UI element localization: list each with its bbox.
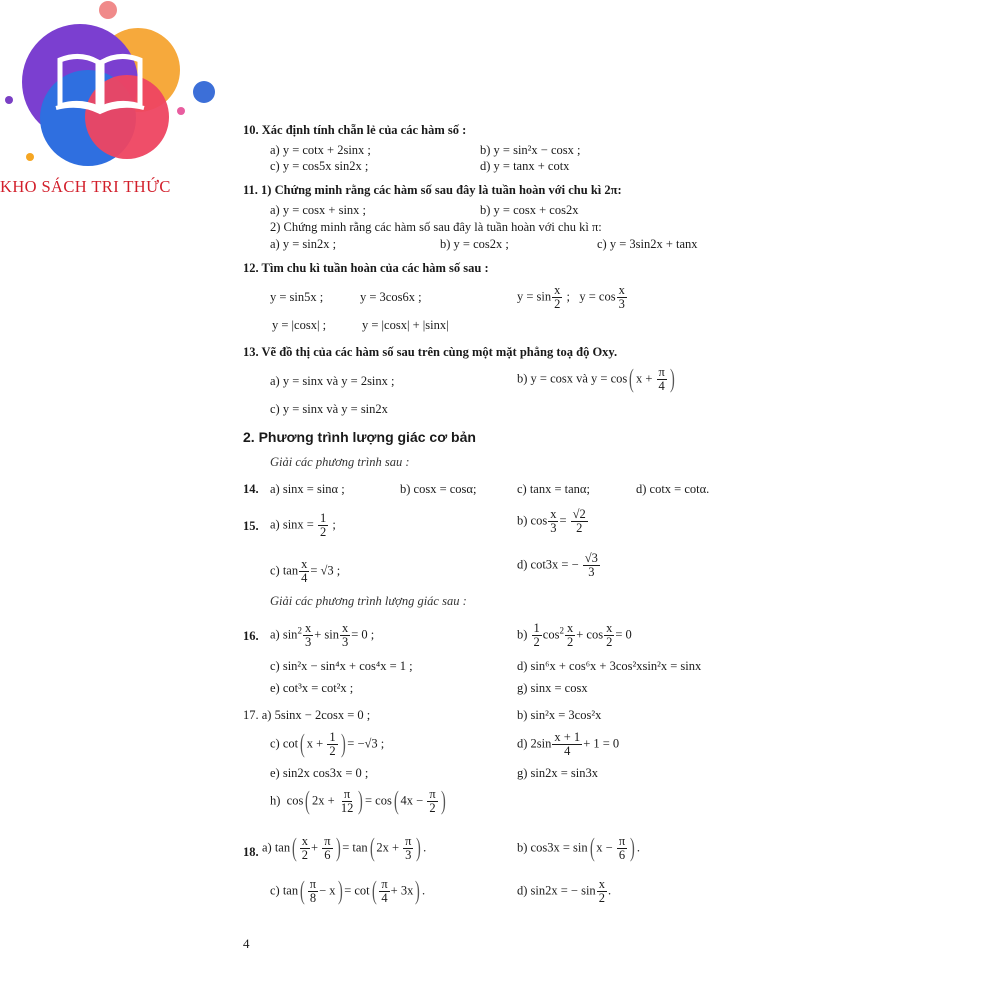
ex15-d: d) cot3x = − $\frac{√3}{3}$ bbox=[517, 551, 598, 580]
ex16-b: b) $\frac{1}{2}$ $\cos^2$ $\frac{x}{2}$ + cos $\frac{x}{2}$ = 0 bbox=[517, 621, 632, 650]
exercise-13-title: 13. Vẽ đồ thị của các hàm số sau trên cùng một mặt phẳng toạ độ Oxy. bbox=[243, 345, 618, 359]
ex13-c: c) y = sinx và y = sin2x bbox=[270, 402, 388, 416]
instruction-1: Giải các phương trình sau : bbox=[270, 455, 410, 469]
ex10-a: a) y = cotx + 2sinx ; bbox=[270, 143, 371, 157]
brand-logo bbox=[0, 0, 230, 200]
ex17-e: e) sin2x cos3x = 0 ; bbox=[270, 766, 369, 780]
ex17-c: c) cot( x + $\frac{1}{2}$ ) = −√3 ; bbox=[270, 729, 385, 759]
exercise-10-title: 10. Xác định tính chẵn lẻ của các hàm số : bbox=[243, 123, 467, 137]
ex13-b: b) y = cosx và y = cos( x + $\frac{\pi}{4}$ ) bbox=[517, 364, 675, 394]
ex18-b: b) cos3x = sin( x − $\frac{\pi}{6}$ ) . bbox=[517, 833, 640, 863]
ex12-f1: y = sin5x ; bbox=[270, 290, 324, 304]
ex16-e: e) cot³x = cot²x ; bbox=[270, 681, 354, 695]
brand-name: KHO SÁCH TRI THỨC bbox=[0, 177, 171, 196]
ex16-d: d) sin⁶x + cos⁶x + 3cos²xsin²x = sinx bbox=[517, 659, 702, 673]
ex12-f2: y = 3cos6x ; bbox=[360, 290, 422, 304]
ex16-g: g) sinx = cosx bbox=[517, 681, 588, 695]
ex16-a: a) $\sin^2$ $\frac{x}{3}$ + sin $\frac{x}{3}$ = 0 ; bbox=[270, 621, 375, 650]
ex11-c2: c) y = 3sin2x + tanx bbox=[597, 237, 698, 251]
ex14-c: c) tanx = tanα; bbox=[517, 482, 590, 496]
ex10-d: d) y = tanx + cotx bbox=[480, 159, 570, 173]
ex14-a: a) sinx = sinα ; bbox=[270, 482, 345, 496]
ex14-b: b) cosx = cosα; bbox=[400, 482, 477, 496]
ex11-b: b) y = cosx + cos2x bbox=[480, 203, 579, 217]
ex15-b: b) cos $\frac{x}{3}$ = $\frac{√2}{2}$ bbox=[517, 507, 586, 536]
instruction-2: Giải các phương trình lượng giác sau : bbox=[270, 594, 467, 608]
section-title: 2. Phương trình lượng giác cơ bản bbox=[243, 429, 476, 445]
ex11-sub: 2) Chứng minh rằng các hàm số sau đây là tuần hoàn với chu kì π: bbox=[270, 220, 602, 234]
ex12-f3: y = sin $\frac{x}{2}$ ; y = cos $\frac{x}{3}$ bbox=[517, 283, 625, 312]
ex18-d: d) sin2x = − sin $\frac{x}{2}$ . bbox=[517, 877, 612, 906]
ex17-g: g) sin2x = sin3x bbox=[517, 766, 599, 780]
ex17-b: b) sin²x = 3cos²x bbox=[517, 708, 602, 722]
exercise-11-title: 11. 1) Chứng minh rằng các hàm số sau đây là tuần hoàn với chu kì 2π: bbox=[243, 183, 622, 197]
ex14-d: d) cotx = cotα. bbox=[636, 482, 710, 496]
ex13-a: a) y = sinx và y = 2sinx ; bbox=[270, 374, 395, 388]
exercise-12-title: 12. Tìm chu kì tuần hoàn của các hàm số sau : bbox=[243, 261, 489, 275]
ex10-c: c) y = cos5x sin2x ; bbox=[270, 159, 369, 173]
ex10-b: b) y = sin²x − cosx ; bbox=[480, 143, 581, 157]
exercise-15-label: 15. bbox=[243, 519, 259, 533]
ex18-c: c) tan( $\frac{\pi}{8}$ − x) = cot( $\frac{\pi}{4}$ + 3x) . bbox=[270, 876, 426, 906]
ex18-a: a) tan( $\frac{x}{2}$ + $\frac{\pi}{6}$ ) = tan( 2x + $\frac{\pi}{3}$ ) . bbox=[262, 833, 427, 863]
ex17-d: d) 2sin $\frac{x + 1}{4}$ + 1 = 0 bbox=[517, 730, 620, 759]
exercise-14-label: 14. bbox=[243, 482, 259, 496]
ex15-c: c) tan $\frac{x}{4}$ = √3 ; bbox=[270, 557, 341, 586]
ex11-a: a) y = cosx + sinx ; bbox=[270, 203, 367, 217]
ex12-f6: y = |cosx| + |sinx| bbox=[362, 318, 449, 332]
ex15-a: a) sinx = $\frac{1}{2}$ ; bbox=[270, 511, 336, 540]
exercise-16-label: 16. bbox=[243, 629, 259, 643]
ex12-f5: y = |cosx| ; bbox=[272, 318, 327, 332]
ex11-b2: b) y = cos2x ; bbox=[440, 237, 509, 251]
exercise-18-label: 18. bbox=[243, 845, 259, 859]
page-number: 4 bbox=[243, 936, 250, 951]
ex16-c: c) sin²x − sin⁴x + cos⁴x = 1 ; bbox=[270, 659, 413, 673]
ex17-h: h) cos( 2x + $\frac{\pi}{12}$ ) = cos( 4x − $\frac{\pi}{2}$ ) bbox=[270, 786, 446, 816]
ex11-a2: a) y = sin2x ; bbox=[270, 237, 337, 251]
ex17-a: 17. a) 5sinx − 2cosx = 0 ; bbox=[243, 708, 371, 722]
